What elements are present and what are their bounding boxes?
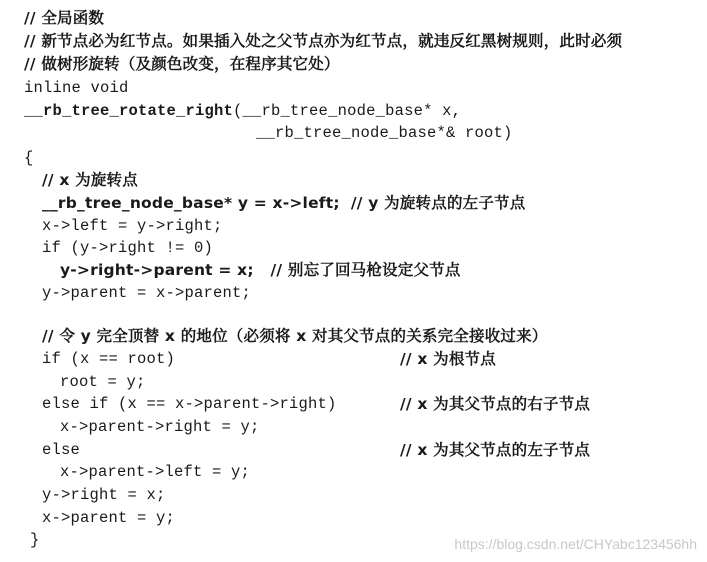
code-line-comment-x-root bbox=[400, 349, 496, 370]
code-line-y-assign bbox=[42, 193, 525, 214]
code-line-function-param-root bbox=[256, 123, 513, 143]
code-line-else bbox=[42, 440, 80, 460]
code-text: if (y->right != 0) bbox=[42, 239, 214, 257]
code-text: y->right->parent = x; // 别忘了回马枪设定父节点 bbox=[60, 261, 461, 279]
code-line-x-left-assign bbox=[42, 216, 223, 236]
code-text: x->parent = y; bbox=[42, 509, 176, 527]
code-text: inline void bbox=[24, 79, 129, 97]
code-line-comment-x-right-child bbox=[400, 394, 590, 415]
comment-text: // x 为其父节点的右子节点 bbox=[400, 395, 591, 413]
comment-text: // 全局函数 bbox=[24, 9, 105, 27]
comment-text: // x 为其父节点的左子节点 bbox=[400, 441, 591, 459]
code-text: y->parent = x->parent; bbox=[42, 284, 252, 302]
code-line-parent-right-assign bbox=[60, 417, 260, 437]
code-text: else if (x == x->parent->right) bbox=[42, 395, 337, 413]
code-line-comment-x-pivot bbox=[42, 170, 138, 191]
code-text: (__rb_tree_node_base* x, bbox=[233, 102, 462, 120]
comment-text: // x 为旋转点 bbox=[42, 171, 138, 189]
comment-text: // x 为根节点 bbox=[400, 350, 496, 368]
code-text: x->left = y->right; bbox=[42, 217, 223, 235]
code-line-open-brace bbox=[24, 148, 34, 168]
code-line-close-brace bbox=[30, 530, 40, 550]
code-line-y-parent bbox=[42, 283, 251, 303]
code-text: x->parent->left = y; bbox=[60, 463, 251, 481]
code-text: } bbox=[30, 531, 40, 549]
comment-text: // 令 y 完全顶替 x 的地位（必须将 x 对其父节点的关系完全接收过来） bbox=[42, 327, 548, 345]
code-line-comment-new-node bbox=[24, 31, 622, 52]
function-name: __rb_tree_rotate_right bbox=[24, 102, 234, 120]
code-line-inline-void bbox=[24, 78, 129, 98]
code-line-y-right-parent bbox=[60, 260, 461, 281]
code-line-comment-global bbox=[24, 8, 104, 29]
code-line-comment-replace bbox=[42, 326, 548, 347]
code-line-x-parent-y bbox=[42, 508, 175, 528]
code-text: else bbox=[42, 441, 81, 459]
code-text: y->right = x; bbox=[42, 486, 166, 504]
code-line-parent-left-assign bbox=[60, 462, 250, 482]
code-line-comment-rotate bbox=[24, 54, 340, 75]
comment-text: // 新节点必为红节点。如果插入处之父节点亦为红节点，就违反红黑树规则，此时必须 bbox=[24, 32, 623, 50]
code-text: if (x == root) bbox=[42, 350, 176, 368]
watermark-text: https://blog.csdn.net/CHYabc123456hh bbox=[454, 536, 697, 552]
code-text: root = y; bbox=[60, 373, 146, 391]
code-line-else-if-right bbox=[42, 394, 337, 414]
code-line-y-right-x bbox=[42, 485, 166, 505]
code-line-if-y-right bbox=[42, 238, 213, 258]
code-line-if-x-root bbox=[42, 349, 175, 369]
comment-text: // 做树形旋转（及颜色改变，在程序其它处） bbox=[24, 55, 340, 73]
code-line-root-assign bbox=[60, 372, 146, 392]
code-text: __rb_tree_node_base*& root) bbox=[256, 124, 513, 142]
code-line-function-signature bbox=[24, 101, 461, 121]
code-text: x->parent->right = y; bbox=[60, 418, 260, 436]
code-text: { bbox=[24, 149, 34, 167]
code-line-comment-x-left-child bbox=[400, 440, 590, 461]
code-text: __rb_tree_node_base* y = x->left; // y 为旋转点的左子节点 bbox=[42, 194, 526, 212]
